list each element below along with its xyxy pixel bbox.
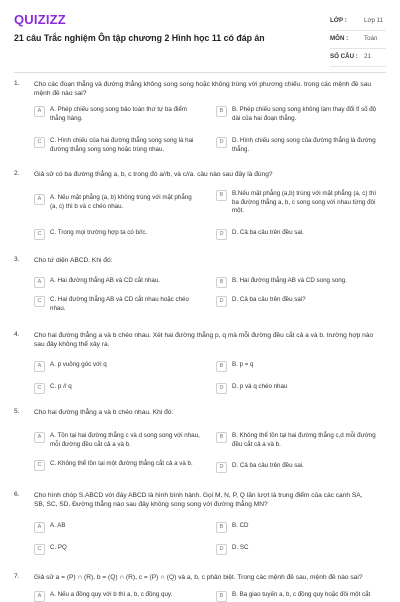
- option-text: C. Trong mọi trường hợp ta có b//c.: [50, 229, 148, 236]
- worksheet-header: [0, 0, 400, 66]
- meta-row-count: [330, 49, 386, 67]
- option-letter: D: [216, 296, 227, 307]
- option-letter: C: [34, 229, 45, 240]
- option-text: B. p = q: [232, 361, 254, 368]
- worksheet-meta: [330, 13, 386, 67]
- meta-label: LỚP :: [330, 17, 347, 24]
- option-letter: B: [216, 190, 227, 201]
- meta-row-class: [330, 13, 386, 31]
- question-text: Cho hai đường thẳng a và b chéo nhau. Khi đó:: [34, 409, 174, 416]
- option-letter: B: [216, 277, 227, 288]
- meta-label: SỐ CÂU :: [330, 53, 358, 60]
- option-text: A. Nếu a đồng quy với b thì a, b, c đồng quy.: [50, 591, 173, 598]
- meta-value: Toán: [364, 35, 378, 42]
- header-divider: [14, 72, 386, 73]
- option-letter: A: [34, 277, 45, 288]
- question-number: 4.: [14, 331, 20, 338]
- question-number: 6.: [14, 491, 20, 498]
- option-letter: A: [34, 591, 45, 602]
- option-text: C. Hình chiếu của hai đường thẳng song song là hai đường thẳng song song hoặc trùng nhau.: [50, 137, 194, 153]
- question-number: 1.: [14, 80, 20, 87]
- question-text: Cho hai đường thẳng a và b chéo nhau. Xét hai đường thẳng p, q mà mỗi đường đều cắt cả a và b. trường hợp nào sau đây không thể xảy ra.: [34, 332, 374, 348]
- quizizz-logo: QUIZIZZ: [14, 12, 66, 27]
- option-letter: A: [34, 361, 45, 372]
- option-text: D. p và q chéo nhau: [232, 383, 288, 390]
- question-text: Cho tứ diện ABCD. Khi đó:: [34, 257, 113, 264]
- option-text: B. Phép chiếu song song không làm thay đổi tỉ số độ dài của hai đoạn thẳng.: [232, 106, 377, 122]
- option-text: D. Hình chiếu song song của đường thẳng là đường thẳng.: [232, 137, 376, 153]
- option-letter: C: [34, 296, 45, 307]
- option-letter: B: [216, 591, 227, 602]
- option-letter: D: [216, 383, 227, 394]
- question-number: 2.: [14, 170, 20, 177]
- meta-row-subject: [330, 31, 386, 49]
- option-letter: D: [216, 544, 227, 555]
- option-text: A. Tồn tại hai đường thẳng c và d song song với nhau, mỗi đường đều cắt cả a và b.: [50, 432, 200, 448]
- option-text: D. Cả ba câu trên đều sai.: [232, 462, 304, 469]
- option-letter: C: [34, 383, 45, 394]
- question-number: 5.: [14, 408, 20, 415]
- option-letter: A: [34, 194, 45, 205]
- option-text: D. Cả ba câu trên đều sai?: [232, 296, 306, 303]
- option-text: A. AB: [50, 522, 66, 529]
- option-letter: D: [216, 229, 227, 240]
- option-text: B. Ba giao tuyến a, b, c đồng quy hoặc đôi một cắt: [232, 591, 371, 598]
- option-text: C. Không thể tồn tại một đường thẳng cắt cả a và b.: [50, 460, 193, 467]
- option-letter: D: [216, 462, 227, 473]
- option-letter: B: [216, 106, 227, 117]
- option-text: C. Hai đường thẳng AB và CD cắt nhau hoặc chéo nhau.: [50, 296, 189, 312]
- option-text: B.Nếu mặt phẳng (a,b) trùng với mặt phẳng (a, c) thì ba đường thẳng a, b, c song song với nhau từng đôi một.: [232, 190, 377, 214]
- option-letter: A: [34, 522, 45, 533]
- option-letter: A: [34, 432, 45, 443]
- option-text: B. Hai đường thẳng AB và CD song song.: [232, 277, 347, 284]
- option-text: A. p vuông góc với q: [50, 361, 107, 368]
- option-text: A. Phép chiếu song song bảo toàn thứ tự ba điểm thẳng hàng.: [50, 106, 187, 122]
- option-text: D. SC: [232, 544, 249, 551]
- meta-label: MÔN :: [330, 35, 349, 42]
- question-text: Cho hình chóp S.ABCD với đáy ABCD là hình bình hành. Gọi M, N, P, Q lần lượt là trung điểm của các cạnh SA, SB, SC, SD. Đường thẳng nào sau đây không song song với đường thẳng MN?: [34, 492, 363, 508]
- option-letter: D: [216, 137, 227, 148]
- option-letter: A: [34, 106, 45, 117]
- question-text: Giả sử a = (P) ∩ (R), b = (Q) ∩ (R), c = (P) ∩ (Q) và a, b, c phân biệt. Trong các mệnh đề sau, mệnh đề nào sai?: [34, 574, 363, 581]
- option-letter: C: [34, 460, 45, 471]
- meta-value: 21: [364, 53, 371, 60]
- meta-value: Lớp 11: [364, 17, 384, 24]
- option-text: B. Không thể tồn tại hai đường thẳng c,d mỗi đường đều cắt cả a và b.: [232, 432, 376, 448]
- option-text: C. p // q: [50, 383, 72, 390]
- option-text: D. Cả ba câu trên đều sai.: [232, 229, 304, 236]
- option-letter: B: [216, 522, 227, 533]
- option-text: A. Hai đường thẳng AB và CD cắt nhau.: [50, 277, 161, 284]
- option-letter: C: [34, 544, 45, 555]
- option-text: B. CD: [232, 522, 249, 529]
- option-text: A. Nếu mặt phẳng (a, b) không trùng với mặt phẳng (a, c) thì b và c chéo nhau.: [50, 194, 192, 210]
- question-number: 7.: [14, 573, 20, 580]
- question-number: 3.: [14, 256, 20, 263]
- question-text: Cho các đoạn thẳng và đường thẳng không song song hoặc không trùng với phương chiếu. trong các mệnh đề sau mệnh đề nào sai?: [34, 81, 372, 97]
- option-letter: C: [34, 137, 45, 148]
- option-letter: B: [216, 432, 227, 443]
- worksheet-title: 21 câu Trắc nghiệm Ôn tập chương 2 Hình học 11 có đáp án: [14, 33, 265, 43]
- option-text: C. PQ: [50, 544, 67, 551]
- option-letter: B: [216, 361, 227, 372]
- question-text: Giả sử có ba đường thẳng a, b, c trong đó a//b, và c//a. câu nào sau đây là đúng?: [34, 171, 273, 178]
